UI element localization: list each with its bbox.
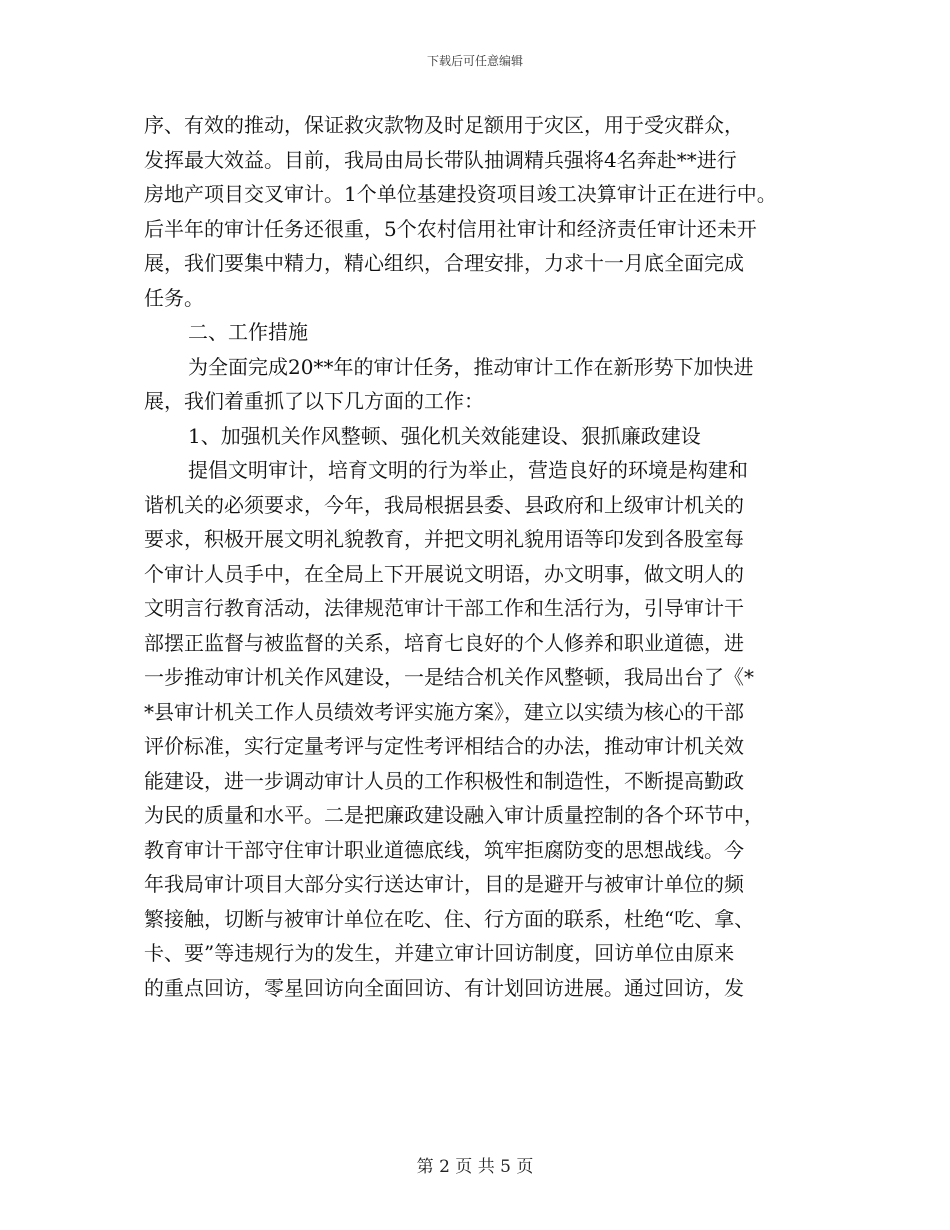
text-line: 部摆正监督与被监督的关系，培育七良好的个人修养和职业道德，进 (144, 630, 744, 655)
text-line: 文明言行教育活动，法律规范审计干部工作和生活行为，引导审计干 (144, 596, 744, 620)
page-header-note: 下载后可任意编辑 (426, 54, 523, 68)
text-line: 房地产项目交叉审计。1个单位基建投资项目竣工决算审计正在进行中。 (144, 182, 777, 206)
text-line: 卡、要”等违规行为的发生，并建立审计回访制度，回访单位由原来 (144, 941, 735, 965)
text-line: 展，我们要集中精力，精心组织，合理安排，力求十一月底全面完成 (144, 251, 744, 275)
text-line: 为民的质量和水平。二是把廉政建设融入审计质量控制的各个环节中， (144, 803, 764, 827)
text-line: 评价标准，实行定量考评与定性考评相结合的办法，推动审计机关效 (144, 734, 744, 758)
text-line: 一步推动审计机关作风建设，一是结合机关作风整顿，我局出台了《* (144, 665, 754, 689)
text-line: 提倡文明审计，培育文明的行为举止，营造良好的环境是构建和 (188, 458, 748, 482)
text-line: 要求，积极开展文明礼貌教育，并把文明礼貌用语等印发到各股室每 (144, 527, 744, 551)
section-heading: 二、工作措施 (188, 320, 308, 344)
document-body (144, 108, 844, 1005)
text-line: 后半年的审计任务还很重，5个农村信用社审计和经济责任审计还未开 (144, 216, 757, 241)
text-line: 教育审计干部守住审计职业道德底线，筑牢拒腐防变的思想战线。今 (144, 837, 744, 862)
subsection-heading: 1、加强机关作风整顿、强化机关效能建设、狠抓廉政建设 (188, 423, 701, 448)
text-line: 个审计人员手中，在全局上下开展说文明语，办文明事，做文明人的 (144, 561, 744, 586)
text-line: 繁接触，切断与被审计单位在吃、住、行方面的联系，杜绝“吃、拿、 (144, 906, 755, 931)
text-line: 展，我们着重抓了以下几方面的工作： (144, 389, 484, 413)
text-line: 任务。 (144, 285, 204, 310)
text-line: 序、有效的推动，保证救灾款物及时足额用于灾区，用于受灾群众， (144, 113, 744, 137)
text-line: 谐机关的必须要求，今年，我局根据县委、县政府和上级审计机关的 (144, 492, 744, 517)
text-line: 为全面完成20**年的审计任务，推动审计工作在新形势下加快进 (188, 354, 754, 379)
text-line: 的重点回访，零星回访向全面回访、有计划回访进展。通过回访，发 (144, 975, 744, 1000)
text-line: 年我局审计项目大部分实行送达审计，目的是避开与被审计单位的频 (144, 872, 744, 896)
text-line: 发挥最大效益。目前，我局由局长带队抽调精兵强将4名奔赴**进行 (144, 147, 737, 172)
text-line: *县审计机关工作人员绩效考评实施方案》，建立以实绩为核心的干部 (144, 699, 744, 724)
text-line: 能建设，进一步调动审计人员的工作积极性和制造性，不断提高勤政 (144, 768, 744, 793)
page-number-footer: 第 2 页 共 5 页 (416, 1157, 534, 1177)
